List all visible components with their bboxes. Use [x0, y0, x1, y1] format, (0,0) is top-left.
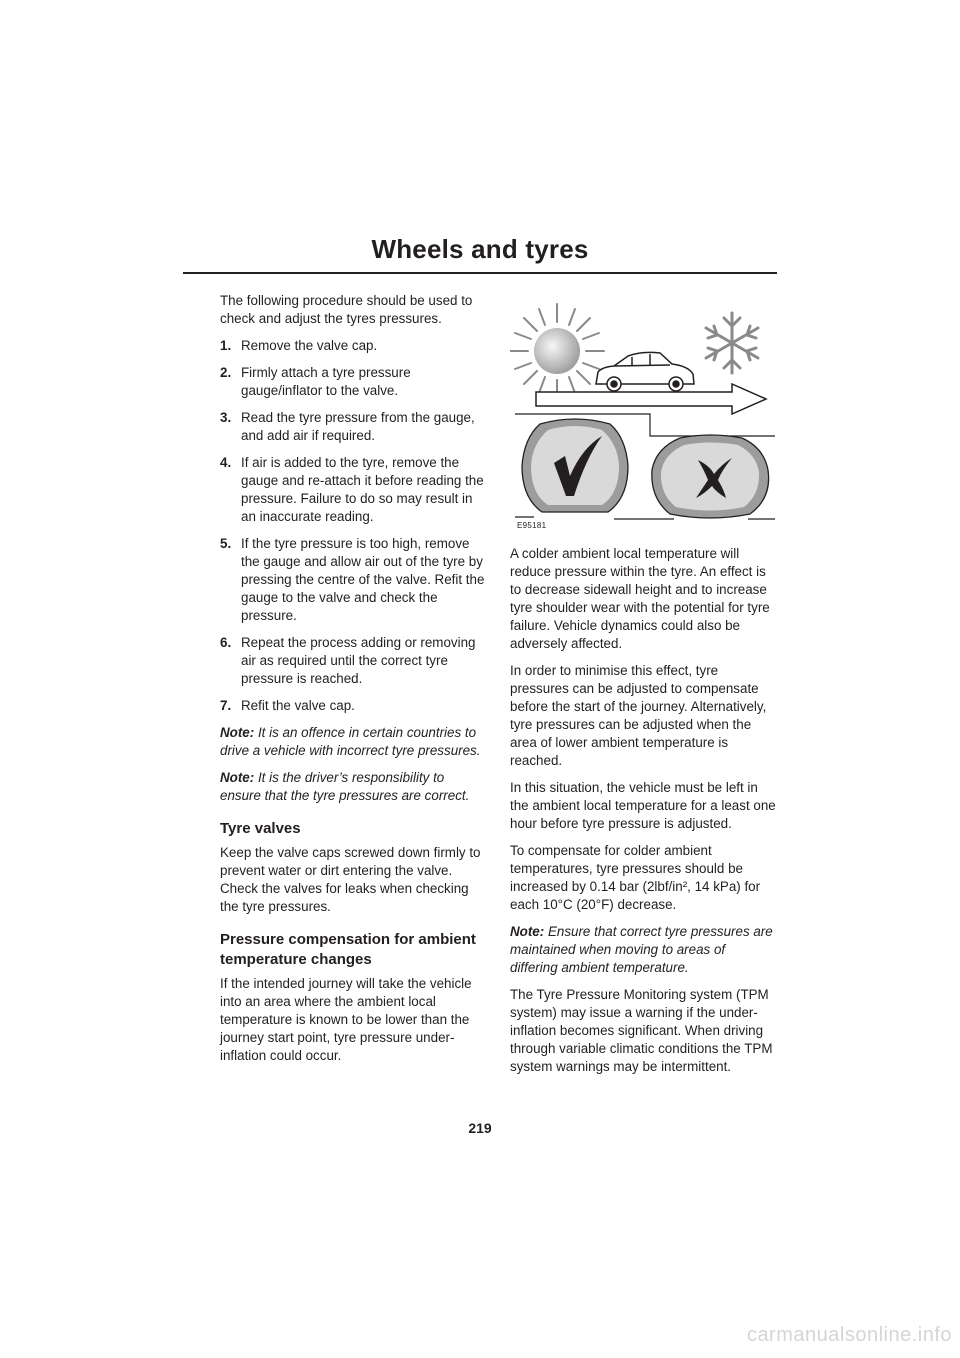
step-text: Read the tyre pressure from the gauge, and add air if required.	[241, 410, 475, 443]
incorrect-tyre-icon	[652, 435, 769, 518]
pressure-compensation-text: If the intended journey will take the vehicle into an area where the ambient local temperature is known to be lower than the journey start point, tyre pressure under-inflation could occur.	[220, 976, 472, 1063]
tyre-valves-text: Keep the valve caps screwed down firmly to prevent water or dirt entering the valve. Check the valves for leaks when checking the tyre pressures.	[220, 845, 481, 914]
step-item	[220, 535, 485, 625]
right-column	[510, 545, 776, 1085]
step-number: 4.	[220, 455, 232, 470]
sun-icon	[510, 304, 604, 398]
car-icon	[596, 352, 694, 391]
step-text: If air is added to the tyre, remove the gauge and re-attach it before reading the pressure. Failure to do so may result in an inaccurate reading.	[241, 455, 484, 524]
step-number: 1.	[220, 338, 232, 353]
note-label: Note:	[220, 770, 255, 785]
procedure-steps	[220, 337, 485, 715]
paragraph: To compensate for colder ambient temperatures, tyre pressures should be increased by 0.14 bar (2lbf/in², 14 kPa) for each 10°C (20°F) decrease.	[510, 843, 761, 912]
intro-text: The following procedure should be used to check and adjust the tyres pressures.	[220, 293, 473, 326]
note-label: Note:	[220, 725, 255, 740]
step-item	[220, 634, 485, 688]
tyre-valves-heading: Tyre valves	[220, 820, 301, 837]
page-title: Wheels and tyres	[371, 234, 589, 264]
step-number: 5.	[220, 536, 232, 551]
snowflake-icon	[706, 313, 758, 373]
step-item	[220, 454, 485, 526]
note-text: It is an offence in certain countries to drive a vehicle with incorrect tyre pressures.	[220, 725, 481, 758]
figure-id: E95181	[517, 521, 547, 530]
paragraph: The Tyre Pressure Monitoring system (TPM system) may issue a warning if the under-inflation becomes significant. When driving through variable climatic conditions the TPM system warnings may be intermittent.	[510, 987, 773, 1074]
step-item	[220, 337, 485, 355]
title-rule	[183, 272, 777, 274]
note-label: Note:	[510, 924, 545, 939]
illustration-svg	[510, 298, 780, 526]
note-responsibility	[220, 769, 485, 805]
note-maintain-pressure	[510, 923, 776, 977]
paragraph: A colder ambient local temperature will reduce pressure within the tyre. An effect is to decrease sidewall height and to increase tyre shoulder wear with the potential for tyre failure. Vehicle dynamics could also be adversely affected.	[510, 546, 770, 651]
step-text: Firmly attach a tyre pressure gauge/inflator to the valve.	[241, 365, 411, 398]
temperature-illustration	[510, 298, 780, 538]
correct-tyre-icon	[522, 419, 628, 512]
step-text: If the tyre pressure is too high, remove the gauge and allow air out of the tyre by pressing the centre of the valve. Refit the gauge to the valve and check the pressure.	[241, 536, 485, 623]
step-number: 3.	[220, 410, 232, 425]
note-text: Ensure that correct tyre pressures are maintained when moving to areas of differing ambient temperature.	[510, 924, 773, 975]
step-text: Repeat the process adding or removing air as required until the correct tyre pressure is reached.	[241, 635, 476, 686]
step-item	[220, 364, 485, 400]
step-number: 7.	[220, 698, 232, 713]
page-number: 219	[468, 1120, 492, 1136]
note-offence	[220, 724, 485, 760]
step-text: Remove the valve cap.	[241, 338, 378, 353]
watermark: carmanualsonline.info	[746, 1324, 952, 1346]
paragraph: In this situation, the vehicle must be left in the ambient local temperature for a least one hour before tyre pressure is adjusted.	[510, 780, 776, 831]
paragraph: In order to minimise this effect, tyre pressures can be adjusted to compensate before the start of the journey. Alternatively, tyre pressures can be adjusted when the area of lower ambient temperature is reached.	[510, 663, 767, 768]
step-text: Refit the valve cap.	[241, 698, 355, 713]
step-number: 2.	[220, 365, 232, 380]
pressure-compensation-heading: Pressure compensation for ambient temperature changes	[220, 931, 476, 968]
step-item	[220, 697, 485, 715]
note-text: It is the driver’s responsibility to ensure that the tyre pressures are correct.	[220, 770, 470, 803]
step-item	[220, 409, 485, 445]
step-number: 6.	[220, 635, 232, 650]
direction-arrow	[536, 384, 766, 414]
left-column	[220, 292, 485, 1074]
